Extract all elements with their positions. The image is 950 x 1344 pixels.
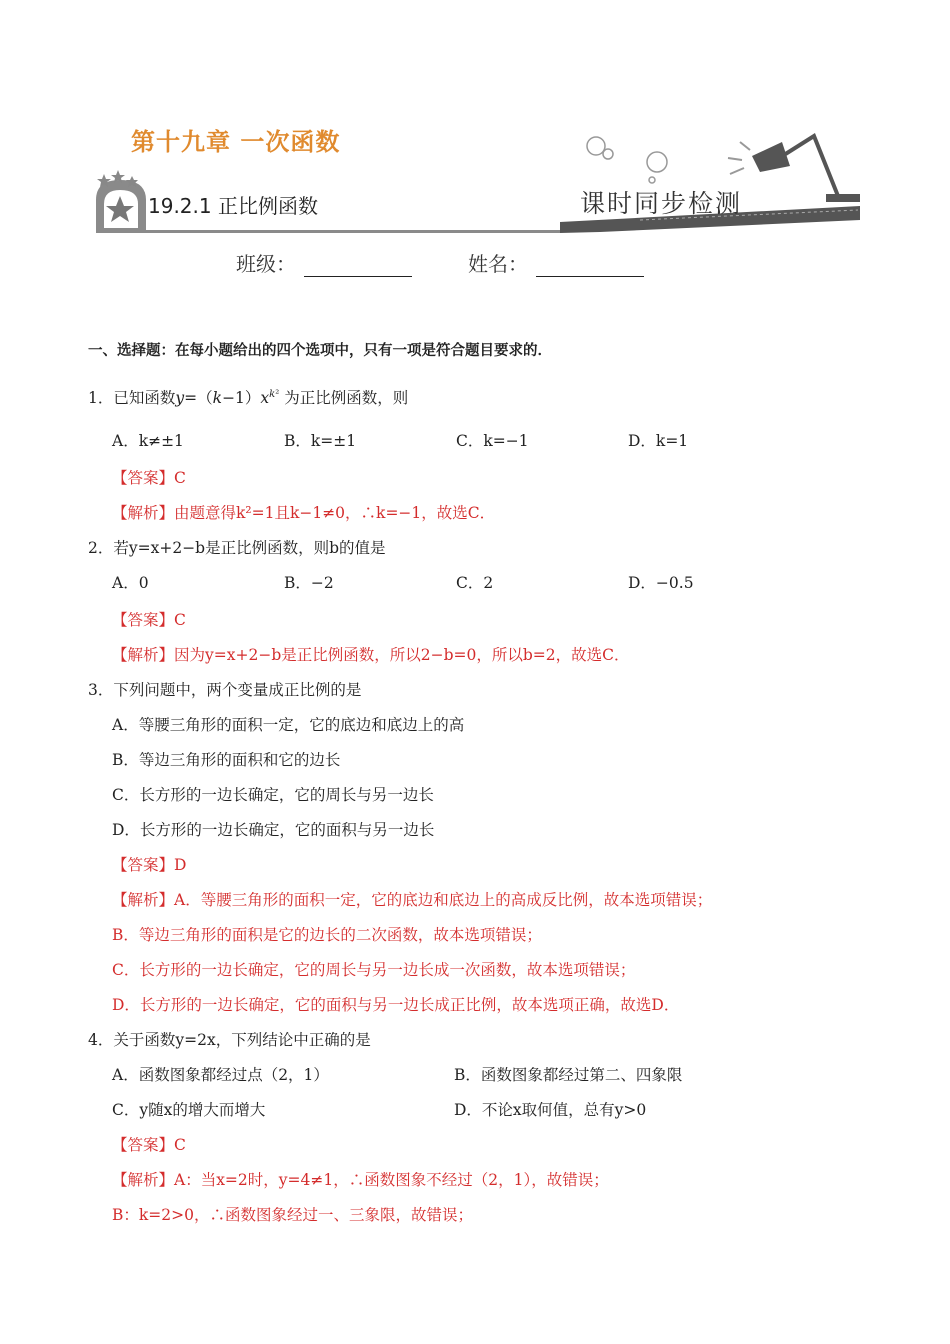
q4-explanation-1: 【解析】A：当x=2时，y=4≠1，∴函数图象不经过（2，1），故错误； bbox=[112, 1171, 609, 1189]
q4-options bbox=[88, 1058, 878, 1128]
q3-option-d[interactable]: D．长方形的一边长确定，它的面积与另一边长 bbox=[112, 821, 435, 839]
q1-answer: 【答案】C bbox=[112, 469, 186, 487]
q1-option-d[interactable]: D．k=1 bbox=[628, 432, 689, 450]
star-badge-icon bbox=[96, 170, 146, 230]
brand-title: 课时同步检测 bbox=[580, 189, 743, 218]
q4-option-b[interactable]: B．函数图象都经过第二、四象限 bbox=[454, 1066, 683, 1084]
q3-explanation-1: 【解析】A．等腰三角形的面积一定，它的底边和底边上的高成反比例，故本选项错误； bbox=[112, 891, 713, 909]
q3-option-a[interactable]: A．等腰三角形的面积一定，它的底边和底边上的高 bbox=[112, 716, 465, 734]
question-content bbox=[88, 334, 878, 1233]
q1-post: 为正比例函数，则 bbox=[284, 389, 409, 407]
q2-option-b[interactable]: B．−2 bbox=[284, 574, 334, 592]
q3-answer: 【答案】D bbox=[112, 856, 187, 874]
q3-option-b[interactable]: B．等边三角形的面积和它的边长 bbox=[112, 751, 341, 769]
q3-explanation-4: D．长方形的一边长确定，它的面积与另一边长成正比例，故本选项正确，故选D． bbox=[112, 996, 680, 1014]
q2-option-c[interactable]: C．2 bbox=[456, 574, 494, 592]
q1-options bbox=[88, 424, 878, 459]
header-decoration bbox=[0, 100, 950, 240]
class-blank[interactable] bbox=[304, 256, 412, 277]
q1-option-b[interactable]: B．k=±1 bbox=[284, 432, 357, 450]
q1-option-a[interactable]: A．k≠±1 bbox=[112, 432, 184, 450]
q1-option-c[interactable]: C．k=−1 bbox=[456, 432, 529, 450]
q4-answer: 【答案】C bbox=[112, 1136, 186, 1154]
q2-option-d[interactable]: D．−0.5 bbox=[628, 574, 694, 592]
q1-explanation: 【解析】由题意得k²=1且k−1≠0，∴k=−1，故选C． bbox=[112, 504, 496, 522]
class-label: 班级： bbox=[236, 252, 296, 276]
class-field bbox=[236, 248, 412, 277]
bubbles-icon bbox=[587, 137, 667, 183]
chapter-title: 第十九章 一次函数 bbox=[131, 128, 341, 156]
q3-option-c[interactable]: C．长方形的一边长确定，它的周长与另一边长 bbox=[112, 786, 434, 804]
q2-option-a[interactable]: A．0 bbox=[112, 574, 149, 592]
q3-explanation-3: C．长方形的一边长确定，它的周长与另一边长成一次函数，故本选项错误； bbox=[112, 961, 636, 979]
q4-option-d[interactable]: D．不论x取何值，总有y>0 bbox=[454, 1101, 647, 1119]
q1-pre: 已知函数 bbox=[113, 389, 176, 407]
name-field bbox=[468, 248, 644, 277]
name-label: 姓名： bbox=[468, 252, 528, 276]
q4-option-c[interactable]: C．y随x的增大而增大 bbox=[112, 1101, 266, 1119]
q3-explanation-2: B．等边三角形的面积是它的边长的二次函数，故本选项错误； bbox=[112, 926, 542, 944]
question-4: 4．关于函数y=2x，下列结论中正确的是 bbox=[88, 1031, 371, 1049]
name-blank[interactable] bbox=[536, 256, 644, 277]
section-title: 19.2.1 正比例函数 bbox=[148, 194, 318, 218]
q2-answer: 【答案】C bbox=[112, 611, 186, 629]
q1-number: 1． bbox=[88, 389, 114, 407]
q2-options bbox=[88, 566, 878, 601]
question-3: 3．下列问题中，两个变量成正比例的是 bbox=[88, 681, 362, 699]
desk-lamp-icon bbox=[728, 136, 860, 202]
q4-option-a[interactable]: A．函数图象都经过点（2，1） bbox=[112, 1066, 329, 1084]
q2-explanation: 【解析】因为y=x+2−b是正比例函数，所以2−b=0，所以b=2，故选C． bbox=[112, 646, 630, 664]
q1-formula: $y=(k-1)x^{k^2}$ bbox=[175, 389, 280, 407]
q4-explanation-2: B：k=2>0，∴函数图象经过一、三象限，故错误； bbox=[112, 1206, 473, 1224]
section-heading: 一、选择题：在每小题给出的四个选项中，只有一项是符合题目要求的． bbox=[88, 343, 552, 359]
question-2: 2．若y=x+2−b是正比例函数，则b的值是 bbox=[88, 539, 386, 557]
question-1 bbox=[88, 377, 878, 416]
